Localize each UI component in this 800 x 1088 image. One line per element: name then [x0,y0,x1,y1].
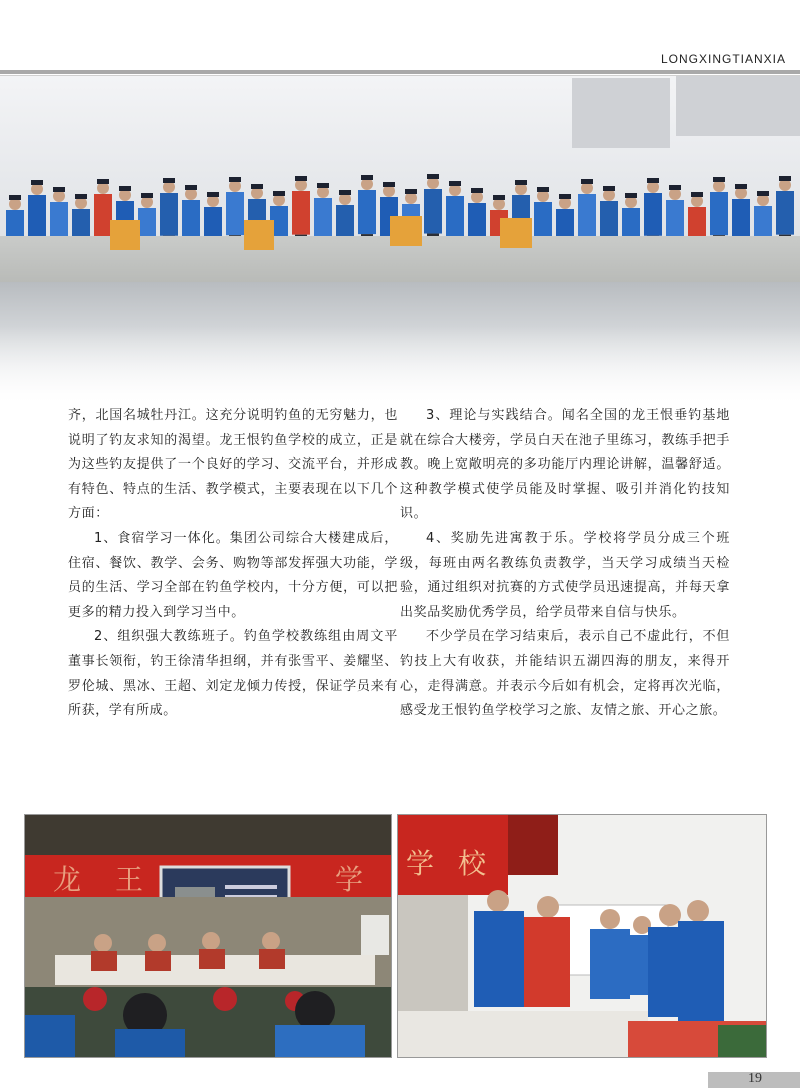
paragraph: 2、组织强大教练班子。钓鱼学校教练组由周文平董事长领衔，钓王徐清华担纲，并有张雪平、姜耀坚、罗伦城、黑冰、王超、刘定龙倾力传授，保证学员来有所获，学有所成。 [68,629,398,719]
paragraph: 3、理论与实践结合。闻名全国的龙王恨垂钓基地就在综合大楼旁，学员白天在池子里练习，教练手把手教。晚上宽敞明亮的多功能厅内理论讲解，温馨舒适。这种教学模式使学员能及时掌握、吸引并消化钓技知识。 [400,408,730,522]
header-rule [0,70,800,74]
banner-char: 学 [406,847,435,880]
banner-char: 学 [335,863,364,896]
paragraph: 不少学员在学习结束后，表示自己不虚此行，不但钓技上大有收获，并能结识五湖四海的朋友，来得开心，走得满意。并表示今后如有机会，定将再次光临，感受龙王恨钓鱼学校学习之旅、友情之旅、开心之旅。 [400,629,730,719]
paragraph: 齐，北国名城牡丹江。这充分说明钓鱼的无穷魅力，也说明了钓友求知的渴望。龙王恨钓鱼学校的成立，正是为这些钓友提供了一个良好的学习、交流平台，并形成有特色、特点的生活、教学模式，主要表现在以下几个方面： [68,408,398,522]
wall-buckets [0,216,800,256]
banner-char: 龙 [53,863,82,896]
paragraph: 4、奖励先进寓教于乐。学校将学员分成三个班级，每班由两名教练负责教学，当天学习成绩当天检验，通过组织对抗赛的方式使学员迅速提高，并每天拿出奖品奖励优秀学员，给学员带来自信与快乐。 [400,530,730,620]
photo-fade [0,326,800,406]
paragraph: 1、食宿学习一体化。集团公司综合大楼建成后，住宿、餐饮、教学、会务、购物等部发挥强大功能，学员的生活、学习全部在钓鱼学校内，十分方便，可以把更多的精力投入到学习当中。 [68,530,398,620]
banner-char: 王 [115,863,144,896]
section-label: LONGXINGTIANXIA [660,52,786,66]
instruction-scene [398,815,766,1057]
lecture-photo [24,814,392,1058]
hero-photo [0,76,800,406]
right-text-column [400,404,730,724]
lecture-scene [25,815,391,1057]
left-text-column [68,404,398,724]
page-number: 19 [748,1071,762,1086]
instruction-photo [397,814,767,1058]
banner-char: 校 [458,847,487,880]
